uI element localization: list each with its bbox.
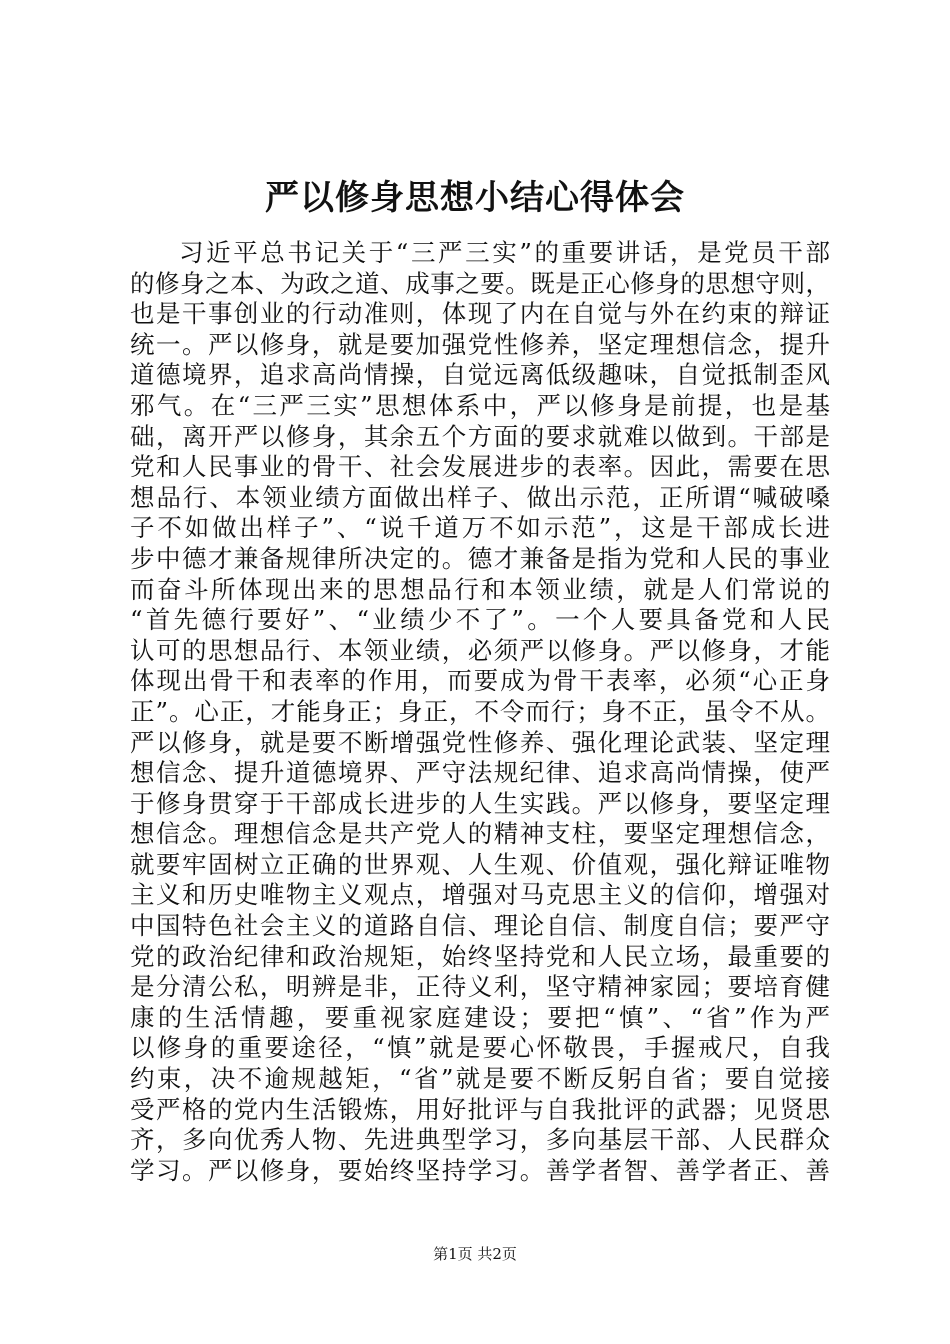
body-line: 统一。严以修身，就是要加强党性修养，坚定理想信念，提升	[130, 329, 830, 359]
body-line: 党和人民事业的骨干、社会发展进步的表率。因此，需要在思	[130, 452, 830, 482]
body-line: 康的生活情趣，要重视家庭建设；要把“慎”、“省”作为严	[130, 1002, 830, 1032]
body-line: 想品行、本领业绩方面做出样子、做出示范，正所谓“喊破嗓	[130, 482, 830, 512]
body-line: 主义和历史唯物主义观点，增强对马克思主义的信仰，增强对	[130, 880, 830, 910]
body-line: 邪气。在“三严三实”思想体系中，严以修身是前提，也是基	[130, 390, 830, 420]
body-line: 体现出骨干和表率的作用，而要成为骨干表率，必须“心正身	[130, 666, 830, 696]
body-line: 是分清公私，明辨是非，正待义利，坚守精神家园；要培育健	[130, 972, 830, 1002]
body-line: 中国特色社会主义的道路自信、理论自信、制度自信；要严守	[130, 911, 830, 941]
body-line: 步中德才兼备规律所决定的。德才兼备是指为党和人民的事业	[130, 543, 830, 573]
body-line: 约束，决不逾规越矩，“省”就是要不断反躬自省；要自觉接	[130, 1064, 830, 1094]
body-line: “首先德行要好”、“业绩少不了”。一个人要具备党和人民	[130, 605, 830, 635]
page-number-footer: 第1页 共2页	[433, 1245, 517, 1263]
body-line: 党的政治纪律和政治规矩，始终坚持党和人民立场，最重要的	[130, 941, 830, 971]
body-line: 的修身之本、为政之道、成事之要。既是正心修身的思想守则，	[130, 268, 830, 298]
body-line: 而奋斗所体现出来的思想品行和本领业绩，就是人们常说的	[130, 574, 830, 604]
body-line: 想信念、提升道德境界、严守法规纪律、追求高尚情操，使严	[130, 758, 830, 788]
body-line: 习近平总书记关于“三严三实”的重要讲话，是党员干部	[179, 238, 830, 267]
body-line: 认可的思想品行、本领业绩，必须严以修身。严以修身，才能	[130, 635, 830, 665]
body-line: 想信念。理想信念是共产党人的精神支柱，要坚定理想信念，	[130, 819, 830, 849]
document-title: 严以修身思想小结心得体会	[265, 178, 685, 218]
body-line: 严以修身，就是要不断增强党性修养、强化理论武装、坚定理	[130, 727, 830, 757]
body-line: 于修身贯穿于干部成长进步的人生实践。严以修身，要坚定理	[130, 788, 830, 818]
body-line: 学习。严以修身，要始终坚持学习。善学者智、善学者正、善	[130, 1155, 830, 1185]
document-body	[130, 238, 830, 1186]
body-line: 齐，多向优秀人物、先进典型学习，多向基层干部、人民群众	[130, 1125, 830, 1155]
body-line: 子不如做出样子”、“说千道万不如示范”，这是干部成长进	[130, 513, 830, 543]
body-line: 受严格的党内生活锻炼，用好批评与自我批评的武器；见贤思	[130, 1094, 830, 1124]
body-line: 就要牢固树立正确的世界观、人生观、价值观，强化辩证唯物	[130, 849, 830, 879]
body-line: 础，离开严以修身，其余五个方面的要求就难以做到。干部是	[130, 421, 830, 451]
body-line: 也是干事创业的行动准则，体现了内在自觉与外在约束的辩证	[130, 299, 830, 329]
body-line: 道德境界，追求高尚情操，自觉远离低级趣味，自觉抵制歪风	[130, 360, 830, 390]
body-line: 以修身的重要途径，“慎”就是要心怀敬畏，手握戒尺，自我	[130, 1033, 830, 1063]
body-line: 正”。心正，才能身正；身正，不令而行；身不正，虽令不从。	[130, 696, 830, 726]
